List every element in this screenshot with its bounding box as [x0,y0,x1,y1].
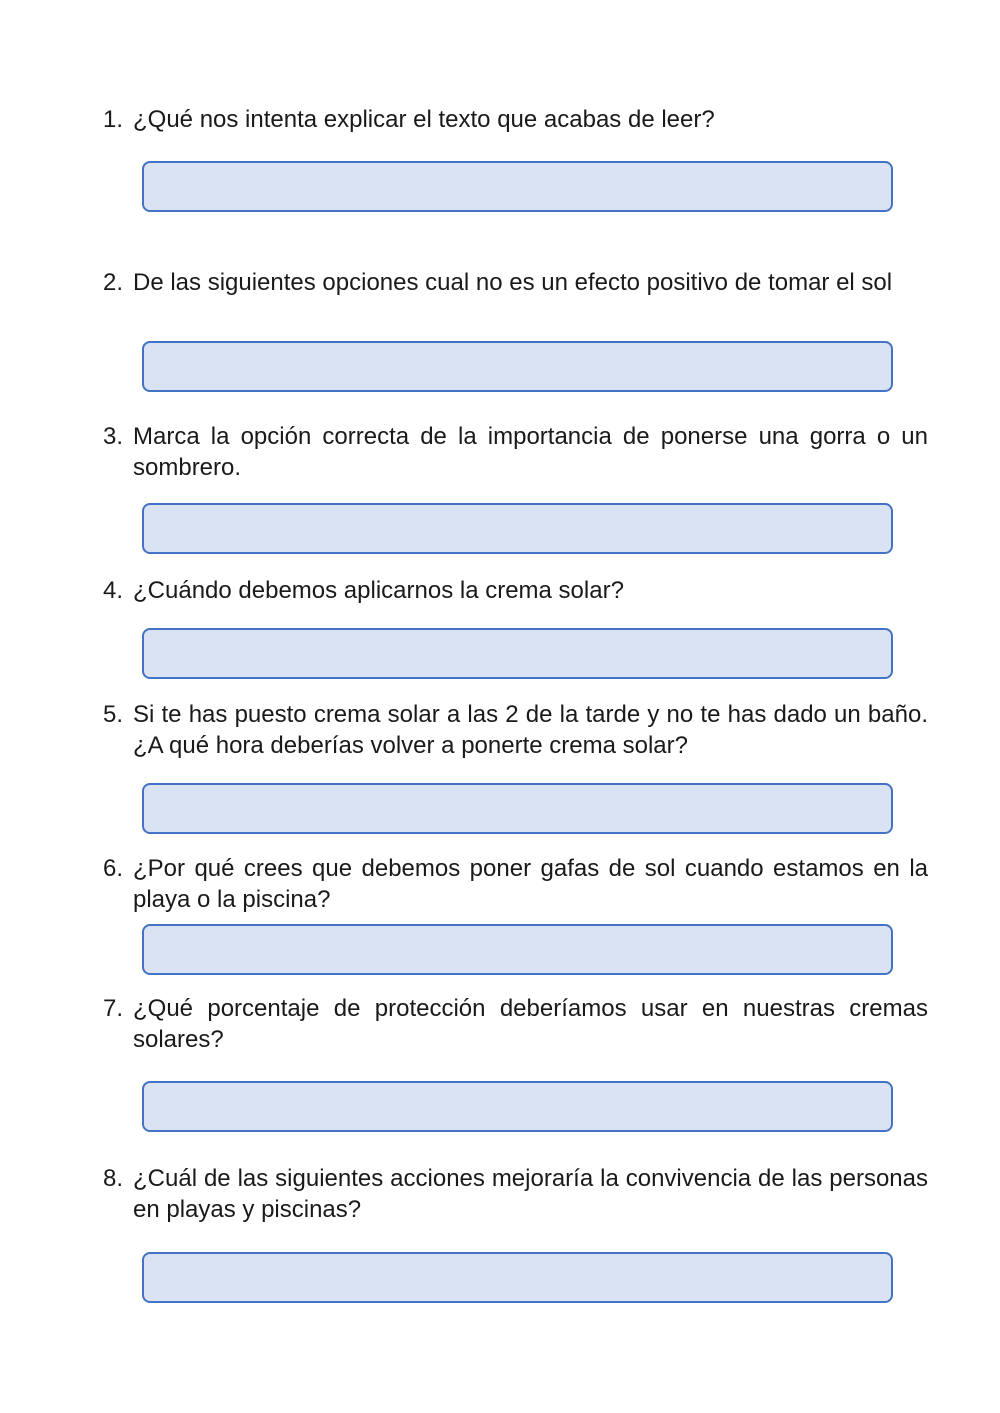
answer-box-5[interactable] [142,783,893,834]
question-text: De las siguientes opciones cual no es un efecto positivo de tomar el sol [133,269,893,296]
question-text: ¿Por qué crees que debemos poner gafas de sol cuando estamos en la playa o la piscina? [133,855,928,913]
question-text: Marca la opción correcta de la importancia de ponerse una gorra o un sombrero. [133,423,928,481]
question-2 [103,267,928,298]
answer-box-8[interactable] [142,1252,893,1303]
question-number: 6. [103,855,124,882]
question-number: 8. [103,1165,124,1192]
question-text: ¿Cuándo debemos aplicarnos la crema solar? [133,577,624,604]
question-8 [103,1163,928,1225]
question-6 [103,853,928,915]
question-number: 2. [103,269,124,296]
question-4 [103,575,928,606]
question-5 [103,699,928,761]
question-text: Si te has puesto crema solar a las 2 de la tarde y no te has dado un baño. ¿A qué hora deberías volver a ponerte crema solar? [133,701,928,759]
answer-box-1[interactable] [142,161,893,212]
question-7 [103,993,928,1055]
answer-box-2[interactable] [142,341,893,392]
question-text: ¿Qué porcentaje de protección deberíamos usar en nuestras cremas solares? [133,995,928,1053]
question-number: 5. [103,701,124,728]
answer-box-6[interactable] [142,924,893,975]
question-number: 1. [103,106,124,133]
question-text: ¿Qué nos intenta explicar el texto que acabas de leer? [133,106,715,133]
question-number: 4. [103,577,124,604]
answer-box-7[interactable] [142,1081,893,1132]
question-number: 3. [103,423,124,450]
answer-box-3[interactable] [142,503,893,554]
question-text: ¿Cuál de las siguientes acciones mejoraría la convivencia de las personas en playas y piscinas? [133,1165,928,1223]
question-3 [103,421,928,483]
answer-box-4[interactable] [142,628,893,679]
question-number: 7. [103,995,124,1022]
question-1 [103,104,928,135]
